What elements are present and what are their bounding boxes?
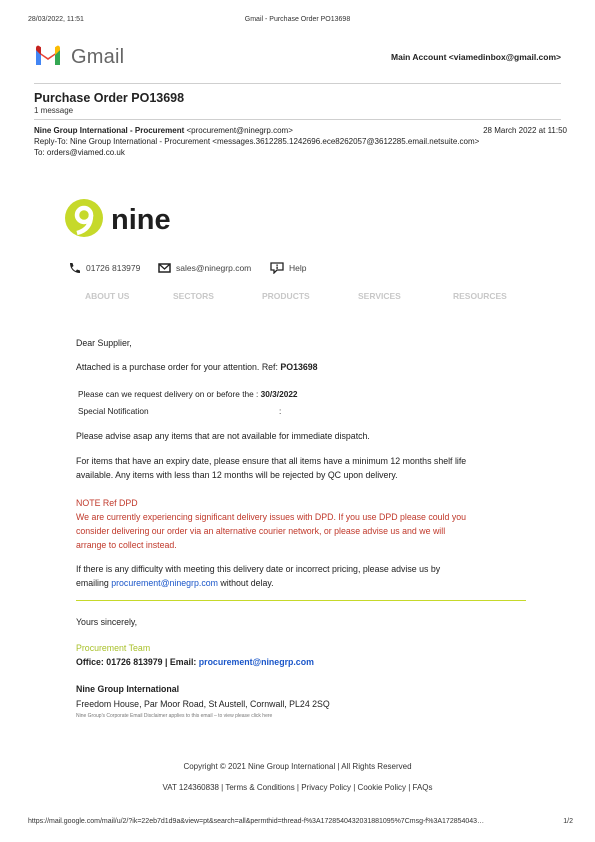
nav-products[interactable]: PRODUCTS [262, 291, 310, 301]
delivery-date: 30/3/2022 [260, 389, 298, 399]
help-label: Help [289, 263, 307, 273]
sender-line [34, 125, 567, 136]
sender-email: <procurement@ninegrp.com> [184, 126, 293, 135]
greeting: Dear Supplier, [76, 338, 132, 348]
signature-office [76, 655, 531, 669]
attached-text: Attached is a purchase order for your attention. Ref: [76, 362, 281, 372]
dpd-note-line-2: consider delivering our order via an alternative courier network, or please advise us and we will [76, 526, 446, 536]
delivery-label: Please can we request delivery on or before the : [78, 389, 261, 399]
difficulty-line-2 [76, 576, 531, 590]
special-label: Special Notification [78, 406, 149, 416]
expiry-text [76, 454, 531, 482]
help-chat-icon [270, 262, 284, 274]
company-address: Freedom House, Par Moor Road, St Austell, Cornwall, PL24 2SQ [76, 699, 330, 709]
divider [34, 119, 561, 120]
message-count: 1 message [34, 106, 74, 115]
difficulty-line-1: If there is any difficulty with meeting this delivery date or incorrect pricing, please advise us by [76, 564, 441, 574]
delivery-request [78, 387, 533, 401]
nav-services[interactable]: SERVICES [358, 291, 401, 301]
difficulty-text [76, 562, 531, 590]
print-footer [28, 818, 573, 825]
print-datetime: 28/03/2022, 11:51 [28, 16, 84, 23]
nine-logo [65, 198, 205, 242]
company-name: Nine Group International [76, 684, 180, 694]
gmail-wordmark: Gmail [71, 46, 125, 68]
nav-resources[interactable]: RESOURCES [453, 291, 507, 301]
advise-text: Please advise asap any items that are not available for immediate dispatch. [76, 431, 370, 441]
nav-about-us[interactable]: ABOUT US [85, 291, 130, 301]
dpd-note-title: NOTE Ref DPD [76, 498, 138, 508]
ref-number: PO13698 [280, 362, 318, 372]
office-email-link[interactable]: procurement@ninegrp.com [198, 657, 314, 667]
logo-text: nine [111, 204, 171, 236]
gmail-logo-icon [34, 44, 62, 68]
dpd-note-line-3: arrange to collect instead. [76, 540, 177, 550]
email-subject: Purchase Order PO13698 [34, 91, 185, 105]
closing: Yours sincerely, [76, 617, 138, 627]
message-date: 28 March 2022 at 11:50 [483, 126, 567, 135]
print-title: Gmail - Purchase Order PO13698 [244, 16, 351, 23]
dpd-note [76, 496, 531, 552]
envelope-icon [158, 262, 171, 274]
email-contact[interactable] [158, 262, 251, 274]
dpd-note-line-1: We are currently experiencing significant delivery issues with DPD. If you use DPD please could you [76, 512, 467, 522]
expiry-line-1: For items that have an expiry date, please ensure that all items have a minimum 12 months shelf life [76, 456, 467, 466]
signature-company [76, 682, 531, 696]
nav-sectors[interactable]: SECTORS [173, 291, 214, 301]
site-nav [62, 291, 533, 305]
footer-links[interactable]: VAT 124360838 | Terms & Conditions | Privacy Policy | Cookie Policy | FAQs [162, 783, 433, 792]
phone-number: 01726 813979 [86, 263, 141, 273]
attached-line [76, 360, 531, 374]
difficulty-prefix: emailing [76, 578, 112, 588]
email-disclaimer[interactable]: Nine Group's Corporate Email Disclaimer applies to this email – to view please click here [76, 713, 273, 719]
reply-to-line: Reply-To: Nine Group International - Procurement <messages.3612285.1242696.ece8262057@3612285.email.netsuite.com> [34, 137, 480, 146]
page-number: 1/2 [563, 818, 573, 825]
phone-icon [68, 262, 81, 274]
help-link[interactable] [270, 262, 306, 274]
sales-email: sales@ninegrp.com [176, 263, 252, 273]
print-url: https://mail.google.com/mail/u/2/?ik=22eb7d1d9a&view=pt&search=all&permthid=thread-f%3A1728540432031881095%7Cmsg-f%3A172854043… [28, 818, 485, 825]
to-line: To: orders@viamed.co.uk [34, 148, 125, 157]
sender-name: Nine Group International - Procurement [34, 126, 185, 135]
special-colon: : [279, 406, 282, 416]
special-notification [78, 404, 533, 418]
phone-contact[interactable] [68, 262, 140, 274]
gmail-header [34, 44, 561, 84]
signature-divider [76, 600, 526, 601]
procurement-email-link[interactable]: procurement@ninegrp.com [111, 578, 218, 588]
difficulty-suffix: without delay. [217, 578, 274, 588]
signature-team: Procurement Team [76, 643, 151, 653]
office-phone: Office: 01726 813979 | Email: [76, 657, 199, 667]
account-label: Main Account <viamedinbox@gmail.com> [391, 52, 561, 62]
copyright: Copyright © 2021 Nine Group International | All Rights Reserved [183, 762, 412, 771]
expiry-line-2: available. Any items with less than 12 months will be rejected by QC upon delivery. [76, 470, 398, 480]
